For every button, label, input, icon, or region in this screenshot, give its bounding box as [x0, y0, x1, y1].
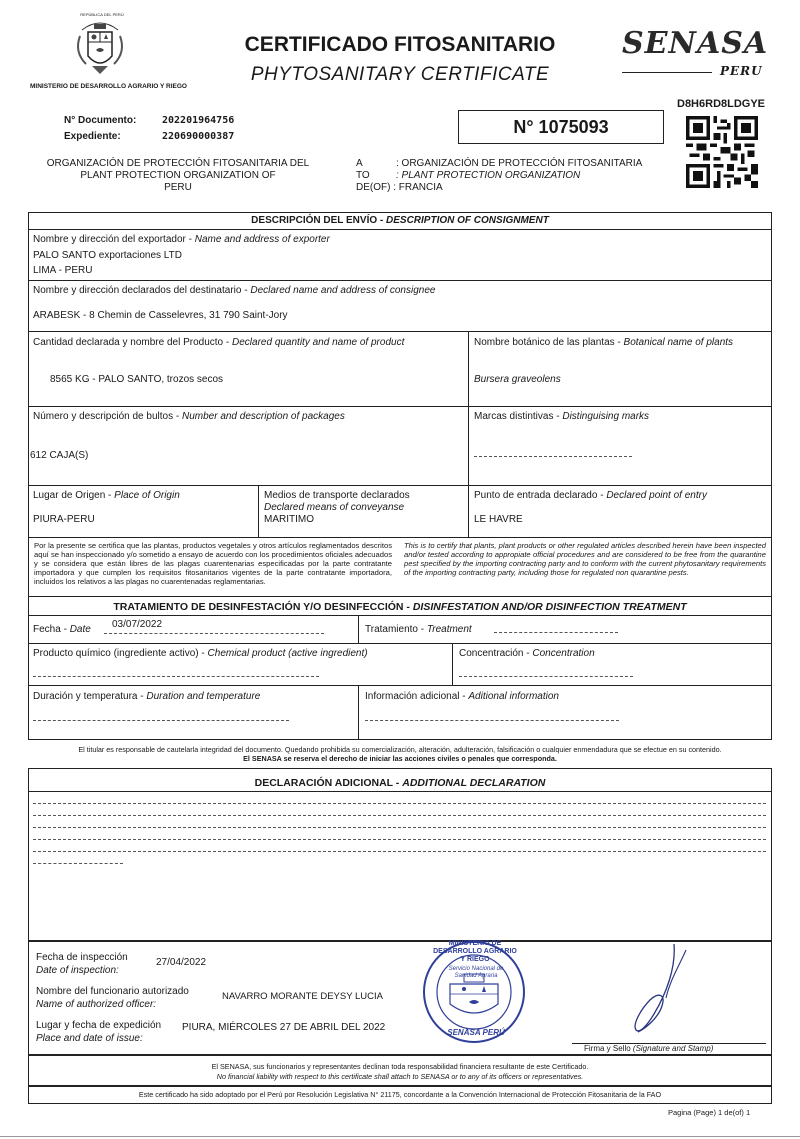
destination-country: DE(OF) : FRANCIA	[356, 182, 443, 193]
file-number-value: 220690000387	[162, 131, 235, 142]
title-en: PHYTOSANITARY CERTIFICATE	[250, 64, 550, 85]
column-divider	[468, 485, 469, 537]
consignee-label-en: Declared name and address of consignee	[250, 285, 436, 296]
chemical-line	[33, 676, 319, 677]
exporter-label	[33, 234, 330, 245]
additional-info-label-es: Información adicional -	[365, 691, 469, 702]
shield-caption: REPÚBLICA DEL PERÚ	[80, 12, 124, 17]
treatment-date-value: 03/07/2022	[112, 619, 163, 630]
row-divider	[28, 685, 772, 686]
treatment-date-label-en: Date	[69, 624, 91, 635]
issue-label-es: Lugar y fecha de expedición	[36, 1020, 162, 1031]
additional-declaration-frame	[28, 768, 772, 941]
packages-label	[33, 411, 345, 422]
additional-declaration-title-en: ADDITIONAL DECLARATION	[402, 777, 546, 789]
exporter-city: LIMA - PERU	[33, 265, 93, 276]
stamp-bottom-text: SENASA PERÚ	[447, 1028, 505, 1037]
marks-label-en: Distinguising marks	[562, 411, 650, 422]
consignee-label-es: Nombre y dirección declarados del destinatario -	[33, 285, 251, 296]
marks-blank-line	[474, 456, 632, 457]
treatment-title	[28, 601, 772, 613]
transport-label-en: Declared means of conveyanse	[264, 502, 405, 513]
additional-info-label-en: Aditional information	[468, 691, 559, 702]
marks-label	[474, 411, 649, 422]
signature-icon	[596, 938, 706, 1042]
chemical-label	[33, 648, 368, 659]
consignee-value: ARABESK - 8 Chemin de Casselevres, 31 790 Saint-Jory	[33, 310, 288, 321]
issue-place-date: PIURA, MIÉRCOLES 27 DE ABRIL DEL 2022	[182, 1022, 386, 1033]
treatment-type-label-en: Treatment	[426, 624, 472, 635]
stamp-inner-text: Servicio Nacional de Sanidad Agraria	[448, 966, 504, 979]
declaration-line	[33, 851, 766, 852]
row-divider	[28, 596, 772, 597]
additional-declaration-title-es: DECLARACIÓN ADICIONAL -	[254, 777, 403, 789]
column-divider	[358, 615, 359, 643]
senasa-logo-sub: PERU	[720, 64, 763, 78]
packages-label-en: Number and description of packages	[181, 411, 345, 422]
stamp-top-text: MINISTERIO DE DESARROLLO AGRARIO Y RIEGO	[433, 940, 517, 963]
row-divider	[28, 485, 772, 486]
packages-value: 612 CAJA(S)	[30, 450, 89, 461]
transport-value: MARITIMO	[264, 514, 314, 525]
senasa-logo: SENASA	[622, 26, 769, 61]
integrity-notice-line2: El SENASA se reserva el derecho de iniciar las acciones civiles o penales que corresponda.	[243, 754, 557, 763]
inspection-date-label-es: Fecha de inspección	[36, 952, 128, 963]
from-org-en: PLANT PROTECTION ORGANIZATION OF	[80, 170, 276, 181]
liability-es: El SENASA, sus funcionarios y representantes declinan toda responsabilidad financiera resultante de este Certificado.	[211, 1062, 589, 1071]
additional-info-line	[365, 720, 619, 721]
declaration-line	[33, 803, 766, 804]
entry-value: LE HAVRE	[474, 514, 523, 525]
row-divider	[28, 280, 772, 281]
certificate-number-box	[458, 110, 664, 144]
row-divider	[28, 331, 772, 332]
officer-label-es: Nombre del funcionario autorizado	[36, 986, 189, 997]
concentration-label-es: Concentración -	[459, 648, 533, 659]
certificate-number: N° 1075093	[513, 117, 609, 137]
exporter-label-en: Name and address of exporter	[194, 234, 330, 245]
row-divider	[28, 537, 772, 538]
file-number-label: Expediente:	[64, 131, 121, 142]
signature-label-en: (Signature and Stamp)	[632, 1044, 714, 1053]
officer-name: NAVARRO MORANTE DEYSY LUCIA	[222, 991, 384, 1002]
issue-label-en: Place and date of issue:	[36, 1033, 143, 1044]
transport-label-es: Medios de transporte declarados	[264, 490, 410, 501]
additional-declaration-title	[28, 777, 772, 789]
entry-label-en: Declared point of entry	[606, 490, 707, 501]
to-label-es: A	[356, 158, 363, 169]
origin-label-en: Place of Origin	[114, 490, 180, 501]
destination-org	[396, 158, 642, 182]
declaration-line	[33, 863, 123, 864]
row-divider	[28, 643, 772, 644]
packages-label-es: Número y descripción de bultos -	[33, 411, 182, 422]
page-indicator: Pagina (Page) 1 de(of) 1	[668, 1108, 751, 1117]
title-es: CERTIFICADO FITOSANITARIO	[244, 33, 556, 56]
column-divider	[468, 331, 469, 485]
document-number-label: N° Documento:	[64, 115, 137, 126]
adoption-notice: Este certificado ha sido adoptado por el Perú por Resolución Legislativa N° 21175, concordante a la Convención Internacional de Protección Fitosanitaria de la FAO	[138, 1090, 662, 1099]
botanical-label-es: Nombre botánico de las plantas -	[474, 337, 624, 348]
declaration-line	[33, 827, 766, 828]
row-divider	[28, 791, 772, 792]
column-divider	[358, 685, 359, 740]
consignment-title-es: DESCRIPCIÓN DEL ENVÍO -	[251, 215, 387, 226]
certification-text-en: This is to certify that plants, plant products or other regulated articles described herein have been inspected and/or tested according to appropiate official procedures and are considered to be free from the quarantine pest specified by the importing contracting party and to conform with the current phytosanitary requirements of the importing contracting party, including those for regulated non quarantine pests.	[404, 541, 766, 577]
origin-label	[33, 490, 180, 501]
consignee-label	[33, 285, 435, 296]
issue-label	[36, 1019, 161, 1045]
treatment-date-label	[33, 624, 91, 635]
duration-label-es: Duración y temperatura -	[33, 691, 147, 702]
entry-label-es: Punto de entrada declarado -	[474, 490, 607, 501]
column-divider	[452, 643, 453, 685]
inspection-date-label-en: Date of inspection:	[36, 965, 119, 976]
duration-label	[33, 691, 260, 702]
officer-label-en: Name of authorized officer:	[36, 999, 157, 1010]
botanical-label-en: Botanical name of plants	[623, 337, 734, 348]
entry-label	[474, 490, 707, 501]
quantity-label-en: Declared quantity and name of product	[232, 337, 405, 348]
origin-label-es: Lugar de Origen -	[33, 490, 115, 501]
treatment-title-es: TRATAMIENTO DE DESINFESTACIÓN Y/O DESINFECCIÓN -	[113, 601, 413, 613]
from-org-es: ORGANIZACIÓN DE PROTECCIÓN FITOSANITARIA DEL	[46, 158, 310, 169]
to-label-en: TO	[356, 170, 370, 181]
to-org-es: : ORGANIZACIÓN DE PROTECCIÓN FITOSANITARIA	[396, 158, 643, 169]
botanical-label	[474, 337, 733, 348]
ministry-label: MINISTERIO DE DESARROLLO AGRARIO Y RIEGO	[30, 83, 187, 90]
treatment-date-line	[104, 633, 324, 634]
qr-code-icon	[686, 116, 758, 188]
quantity-label-es: Cantidad declarada y nombre del Producto -	[33, 337, 233, 348]
exporter-name: PALO SANTO exportaciones LTD	[33, 250, 182, 261]
additional-info-label	[365, 691, 559, 702]
inspection-date-label	[36, 951, 128, 977]
origin-value: PIURA-PERU	[33, 514, 95, 525]
row-divider	[28, 615, 772, 616]
to-org-en: : PLANT PROTECTION ORGANIZATION	[396, 170, 581, 181]
certification-text-es: Por la presente se certifica que las plantas, productos vegetales y otros artículos reglamentados descritos aquí se han inspeccionado y/o sometido a ensayo de acuerdo con los procedimientos oficiales adecuados y se considera que están libres de las plagas cuarentenarias especificadas por la parte contratante importadora y que cumplen los requisitos fitosanitarios vigentes de la parte contratante importadora, incluidos los relativos a las plagas no cuarentenadas reglamentarias.	[34, 541, 392, 586]
signature-label	[584, 1044, 713, 1053]
concentration-line	[459, 676, 633, 677]
exporter-label-es: Nombre y dirección del exportador -	[33, 234, 195, 245]
marks-label-es: Marcas distintivas -	[474, 411, 563, 422]
issuing-organization	[28, 158, 328, 194]
integrity-notice	[28, 745, 772, 763]
officer-label	[36, 985, 189, 1011]
treatment-type-label-es: Tratamiento -	[365, 624, 427, 635]
concentration-label	[459, 648, 595, 659]
quantity-label	[33, 337, 404, 348]
page-bottom-edge	[0, 1136, 800, 1137]
liability-notice	[28, 1062, 772, 1082]
quantity-value: 8565 KG - PALO SANTO, trozos secos	[50, 374, 224, 385]
consignment-title-en: DESCRIPTION OF CONSIGNMENT	[386, 215, 549, 226]
integrity-notice-line1: El titular es responsable de cautelarla integridad del documento. Quedando prohibida su comercialización, alteración, adulteración, falsificación o cualquier enmendadura que se efectue en su contenido.	[78, 745, 722, 754]
signature-label-es: Firma y Sello	[584, 1044, 633, 1053]
declaration-line	[33, 815, 766, 816]
treatment-type-line	[494, 632, 618, 633]
chemical-label-es: Producto químico (ingrediente activo) -	[33, 648, 208, 659]
duration-line	[33, 720, 289, 721]
national-shield-icon	[68, 12, 132, 82]
inspection-date-value: 27/04/2022	[156, 957, 207, 968]
liability-en: No financial liability with respect to this certificate shall attach to SENASA or to any of its officers or representatives.	[216, 1072, 584, 1081]
duration-label-en: Duration and temperature	[146, 691, 261, 702]
verification-code: D8H6RD8LDGYE	[677, 98, 766, 110]
treatment-type-label	[365, 624, 472, 635]
row-divider	[28, 406, 772, 407]
botanical-value: Bursera graveolens	[474, 374, 561, 385]
logo-rule	[622, 72, 712, 73]
transport-block	[264, 490, 410, 526]
concentration-label-en: Concentration	[532, 648, 595, 659]
chemical-label-en: Chemical product (active ingredient)	[207, 648, 368, 659]
consignment-title	[28, 215, 772, 226]
treatment-date-label-es: Fecha -	[33, 624, 70, 635]
column-divider	[258, 485, 259, 537]
treatment-title-en: DISINFESTATION AND/OR DISINFECTION TREATMENT	[412, 601, 687, 613]
row-divider	[28, 229, 772, 230]
declaration-line	[33, 839, 766, 840]
document-number-value: 202201964756	[162, 115, 235, 126]
from-country: PERU	[164, 182, 192, 193]
